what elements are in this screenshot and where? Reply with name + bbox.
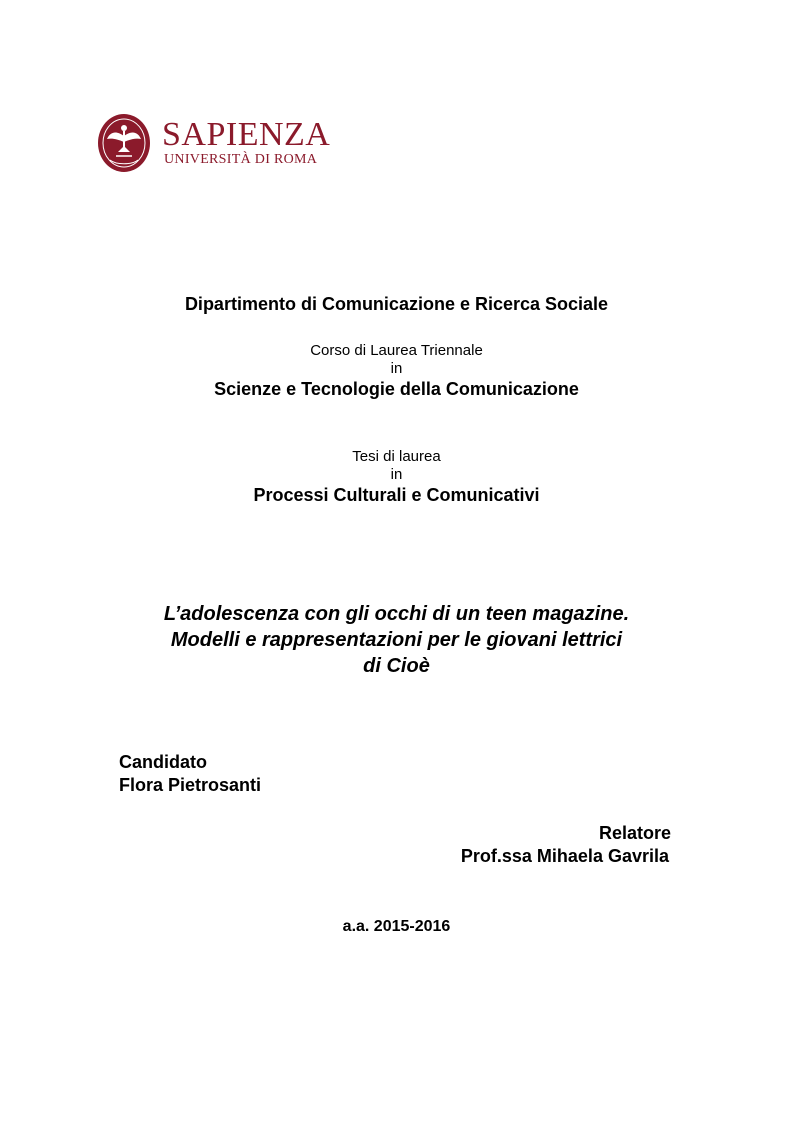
academic-year: a.a. 2015-2016 (342, 918, 451, 935)
thesis-field: Processi Culturali e Comunicativi (253, 485, 540, 505)
course-name: Scienze e Tecnologie della Comunicazione (214, 379, 579, 399)
thesis-title-line-1: L’adolescenza con gli occhi di un teen magazine. (163, 603, 630, 625)
course-connector: in (390, 360, 403, 377)
course-label: Corso di Laurea Triennale (310, 342, 483, 359)
thesis-title-line-2: Modelli e rappresentazioni per le giovani lettrici (170, 629, 623, 651)
thesis-connector: in (390, 466, 403, 483)
supervisor-name: Prof.ssa Mihaela Gavrila (460, 846, 669, 866)
logo-subtitle: UNIVERSITÀ DI ROMA (164, 152, 318, 167)
logo-name: SAPIENZA (162, 116, 331, 153)
university-logo (92, 108, 331, 178)
supervisor-label: Relatore (598, 823, 671, 843)
sapienza-seal-icon (96, 112, 152, 174)
department-name: Dipartimento di Comunicazione e Ricerca Sociale (184, 294, 609, 314)
candidate-name: Flora Pietrosanti (119, 775, 262, 795)
thesis-title-line-3: di Cioè (363, 655, 430, 677)
thesis-label: Tesi di laurea (352, 448, 441, 465)
candidate-label: Candidato (119, 752, 207, 772)
